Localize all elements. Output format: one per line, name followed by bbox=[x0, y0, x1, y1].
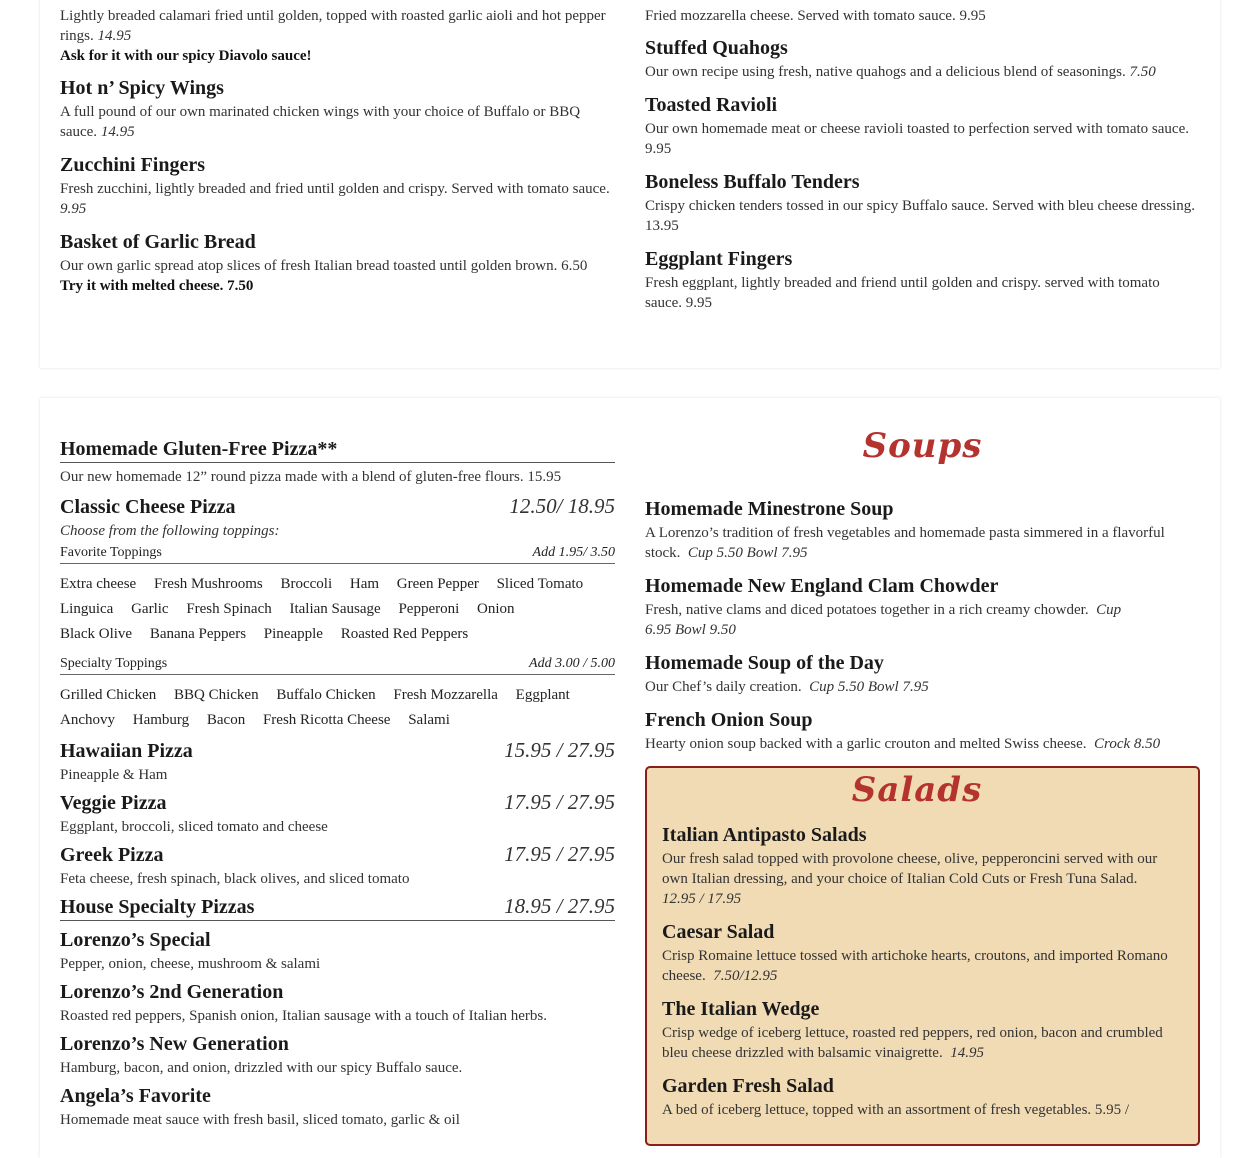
salads-heading-block bbox=[662, 770, 1172, 810]
wings-description: A full pound of our own marinated chicken wings with your choice of Buffalo or BBQ sauce. 14.95 bbox=[60, 104, 581, 140]
zucchini-price: 9.95 bbox=[60, 201, 87, 217]
specialty-topping: Bacon bbox=[206, 712, 246, 728]
lorenzos-special-item bbox=[60, 927, 615, 974]
angelas-favorite-item bbox=[60, 1083, 615, 1130]
mozzarella-item bbox=[645, 6, 1200, 26]
calamari-price: 14.95 bbox=[97, 28, 132, 44]
quahogs-price: 7.50 bbox=[1129, 64, 1156, 80]
zucchini-description: Fresh zucchini, lightly breaded and fried until golden and crispy. Served with tomato sauce. 9.95 bbox=[60, 181, 610, 217]
quahogs-description: Our own recipe using fresh, native quahogs and a delicious blend of seasonings. 7.50 bbox=[645, 64, 1156, 80]
calamari-note: Ask for it with our spicy Diavolo sauce! bbox=[60, 48, 312, 64]
minestrone-title: Homemade Minestrone Soup bbox=[645, 498, 894, 520]
specialty-topping: Anchovy bbox=[60, 712, 115, 728]
favorite-topping: Linguica bbox=[60, 601, 114, 617]
hawaiian-item bbox=[60, 738, 615, 785]
eggplant-title: Eggplant Fingers bbox=[645, 248, 793, 270]
angelas-favorite-title: Angela’s Favorite bbox=[60, 1085, 211, 1107]
greek-item bbox=[60, 842, 615, 889]
tenders-description: Crispy chicken tenders tossed in our spicy Buffalo sauce. Served with bleu cheese dressing. 13.95 bbox=[645, 198, 1196, 234]
mozzarella-description: Fried mozzarella cheese. Served with tomato sauce. 9.95 bbox=[645, 8, 986, 24]
eggplant-item bbox=[645, 246, 1200, 313]
hawaiian-price: 15.95 / 27.95 bbox=[504, 738, 615, 762]
favorite-topping: Green Pepper bbox=[396, 576, 479, 592]
veggie-item bbox=[60, 790, 615, 837]
tenders-item bbox=[645, 169, 1200, 236]
soup-of-day-item bbox=[645, 650, 1200, 697]
french-onion-title: French Onion Soup bbox=[645, 709, 813, 731]
caesar-price: 7.50/12.95 bbox=[713, 968, 778, 984]
quahogs-item bbox=[645, 35, 1200, 82]
favorite-toppings bbox=[60, 544, 615, 647]
classic-cheese-title: Classic Cheese Pizza bbox=[60, 496, 236, 518]
greek-description: Feta cheese, fresh spinach, black olives, and sliced tomato bbox=[60, 871, 410, 887]
favorite-topping: Black Olive bbox=[60, 626, 133, 642]
soups-heading-block bbox=[645, 426, 1200, 466]
favorite-topping: Banana Peppers bbox=[149, 626, 247, 642]
garden-title: Garden Fresh Salad bbox=[662, 1075, 834, 1097]
favorite-topping: Fresh Mushrooms bbox=[153, 576, 263, 592]
hawaiian-description: Pineapple & Ham bbox=[60, 767, 168, 783]
favorite-topping: Pineapple bbox=[263, 626, 323, 642]
lorenzos-special-description: Pepper, onion, cheese, mushroom & salami bbox=[60, 956, 321, 972]
favorite-topping: Fresh Spinach bbox=[186, 601, 272, 617]
garlic-bread-description: Our own garlic spread atop slices of fresh Italian bread toasted until golden brown. 6.50 bbox=[60, 258, 588, 274]
garlic-bread-item bbox=[60, 229, 615, 296]
veggie-price: 17.95 / 27.95 bbox=[504, 790, 615, 814]
wings-item bbox=[60, 75, 615, 142]
specialty-topping: Hamburg bbox=[132, 712, 190, 728]
hawaiian-title: Hawaiian Pizza bbox=[60, 740, 193, 762]
specialty-toppings bbox=[60, 655, 615, 733]
caesar-title: Caesar Salad bbox=[662, 921, 775, 943]
veggie-title: Veggie Pizza bbox=[60, 792, 167, 814]
wedge-title: The Italian Wedge bbox=[662, 998, 820, 1020]
minestrone-description: A Lorenzo’s tradition of fresh vegetables and homemade pasta simmered in a flavorful stock. Cup 5.50 Bowl 7.95 bbox=[645, 525, 1165, 561]
house-specialty-header bbox=[60, 894, 615, 921]
soups-heading: Soups bbox=[862, 426, 983, 466]
wings-price: 14.95 bbox=[100, 124, 135, 140]
favorite-topping: Extra cheese bbox=[60, 576, 137, 592]
gluten-free-description: Our new homemade 12” round pizza made with a blend of gluten-free flours. 15.95 bbox=[60, 469, 562, 485]
chowder-price: Cup 6.95 Bowl 9.50 bbox=[645, 602, 1122, 638]
quahogs-title: Stuffed Quahogs bbox=[645, 37, 788, 59]
favorite-topping: Garlic bbox=[131, 601, 169, 617]
house-specialty-title: House Specialty Pizzas bbox=[60, 896, 255, 918]
new-generation-item bbox=[60, 1031, 615, 1078]
specialty-topping: Fresh Ricotta Cheese bbox=[262, 712, 391, 728]
ravioli-item bbox=[645, 92, 1200, 159]
favorite-topping: Italian Sausage bbox=[289, 601, 381, 617]
favorite-topping: Pepperoni bbox=[398, 601, 460, 617]
antipasto-item bbox=[662, 822, 1172, 909]
specialty-topping: BBQ Chicken bbox=[173, 687, 259, 703]
soup-of-day-price: Cup 5.50 Bowl 7.95 bbox=[809, 679, 929, 695]
second-generation-item bbox=[60, 979, 615, 1026]
wedge-description: Crisp wedge of iceberg lettuce, roasted red peppers, red onion, bacon and crumbled bleu cheese drizzled with balsamic vinaigrette. 14.95 bbox=[662, 1025, 1163, 1061]
tenders-title: Boneless Buffalo Tenders bbox=[645, 171, 860, 193]
wedge-item bbox=[662, 996, 1172, 1063]
minestrone-price: Cup 5.50 Bowl 7.95 bbox=[687, 545, 808, 561]
calamari-description: Lightly breaded calamari fried until golden, topped with roasted garlic aioli and hot pepper rings. 14.95 bbox=[60, 8, 606, 44]
zucchini-title: Zucchini Fingers bbox=[60, 154, 206, 176]
antipasto-title: Italian Antipasto Salads bbox=[662, 824, 867, 846]
specialty-toppings-label: Specialty Toppings bbox=[60, 656, 168, 671]
favorite-toppings-label: Favorite Toppings bbox=[60, 545, 162, 560]
house-specialty-price: 18.95 / 27.95 bbox=[504, 894, 615, 918]
wedge-price: 14.95 bbox=[950, 1045, 984, 1061]
zucchini-item bbox=[60, 152, 615, 219]
specialty-topping: Eggplant bbox=[515, 687, 570, 703]
specialty-toppings-price: Add 3.00 / 5.00 bbox=[529, 656, 615, 671]
garlic-bread-note: Try it with melted cheese. 7.50 bbox=[60, 278, 254, 294]
gluten-free-item bbox=[60, 436, 615, 487]
salads-heading: Salads bbox=[851, 770, 983, 810]
favorite-topping: Broccoli bbox=[280, 576, 333, 592]
french-onion-description: Hearty onion soup backed with a garlic crouton and melted Swiss cheese. Crock 8.50 bbox=[645, 736, 1161, 752]
angelas-favorite-description: Homemade meat sauce with fresh basil, sliced tomato, garlic & oil bbox=[60, 1112, 460, 1128]
specialty-topping: Salami bbox=[408, 712, 450, 728]
specialty-topping: Buffalo Chicken bbox=[276, 687, 376, 703]
choose-toppings-label: Choose from the following toppings: bbox=[60, 523, 280, 539]
ravioli-title: Toasted Ravioli bbox=[645, 94, 778, 116]
caesar-description: Crisp Romaine lettuce tossed with artichoke hearts, croutons, and imported Romano cheese. 7.50/12.95 bbox=[662, 948, 1168, 984]
favorite-toppings-price: Add 1.95/ 3.50 bbox=[532, 545, 615, 560]
eggplant-description: Fresh eggplant, lightly breaded and friend until golden and crispy. served with tomato sauce. 9.95 bbox=[645, 275, 1160, 311]
favorite-topping: Sliced Tomato bbox=[496, 576, 584, 592]
chowder-description: Fresh, native clams and diced potatoes together in a rich creamy chowder. Cup 6.95 Bowl 9.50 bbox=[645, 602, 1122, 638]
garden-description: A bed of iceberg lettuce, topped with an assortment of fresh vegetables. 5.95 / bbox=[662, 1102, 1130, 1118]
favorite-topping: Ham bbox=[349, 576, 380, 592]
chowder-item bbox=[645, 573, 1200, 640]
wings-title: Hot n’ Spicy Wings bbox=[60, 77, 224, 99]
antipasto-price: 12.95 / 17.95 bbox=[662, 891, 742, 907]
appetizers-left-column bbox=[60, 6, 615, 66]
garden-item bbox=[662, 1073, 1172, 1120]
favorite-toppings-list bbox=[60, 572, 615, 647]
specialty-toppings-list bbox=[60, 683, 615, 733]
garlic-bread-title: Basket of Garlic Bread bbox=[60, 231, 256, 253]
minestrone-item bbox=[645, 496, 1200, 563]
french-onion-price: Crock 8.50 bbox=[1094, 736, 1161, 752]
antipasto-description: Our fresh salad topped with provolone cheese, olive, pepperoncini served with our own Italian dressing, and your choice of Italian Cold Cuts or Fresh Tuna Salad. 12.95 / 17.95 bbox=[662, 851, 1158, 907]
new-generation-description: Hamburg, bacon, and onion, drizzled with our spicy Buffalo sauce. bbox=[60, 1060, 463, 1076]
chowder-title: Homemade New England Clam Chowder bbox=[645, 575, 999, 597]
gluten-free-title: Homemade Gluten-Free Pizza** bbox=[60, 436, 615, 463]
caesar-item bbox=[662, 919, 1172, 986]
second-generation-title: Lorenzo’s 2nd Generation bbox=[60, 981, 284, 1003]
salads-box bbox=[645, 766, 1200, 1146]
lorenzos-special-title: Lorenzo’s Special bbox=[60, 929, 211, 951]
soup-of-day-description: Our Chef’s daily creation. Cup 5.50 Bowl 7.95 bbox=[645, 679, 929, 695]
french-onion-item bbox=[645, 707, 1200, 754]
specialty-topping: Fresh Mozzarella bbox=[393, 687, 498, 703]
greek-title: Greek Pizza bbox=[60, 844, 164, 866]
greek-price: 17.95 / 27.95 bbox=[504, 842, 615, 866]
favorite-topping: Roasted Red Peppers bbox=[340, 626, 469, 642]
classic-cheese-price: 12.50/ 18.95 bbox=[509, 494, 615, 518]
classic-cheese-item bbox=[60, 494, 615, 541]
specialty-topping: Grilled Chicken bbox=[60, 687, 157, 703]
new-generation-title: Lorenzo’s New Generation bbox=[60, 1033, 289, 1055]
soup-of-day-title: Homemade Soup of the Day bbox=[645, 652, 884, 674]
veggie-description: Eggplant, broccoli, sliced tomato and cheese bbox=[60, 819, 328, 835]
second-generation-description: Roasted red peppers, Spanish onion, Italian sausage with a touch of Italian herbs. bbox=[60, 1008, 547, 1024]
favorite-topping: Onion bbox=[477, 601, 515, 617]
ravioli-description: Our own homemade meat or cheese ravioli toasted to perfection served with tomato sauce. 9.95 bbox=[645, 121, 1189, 157]
